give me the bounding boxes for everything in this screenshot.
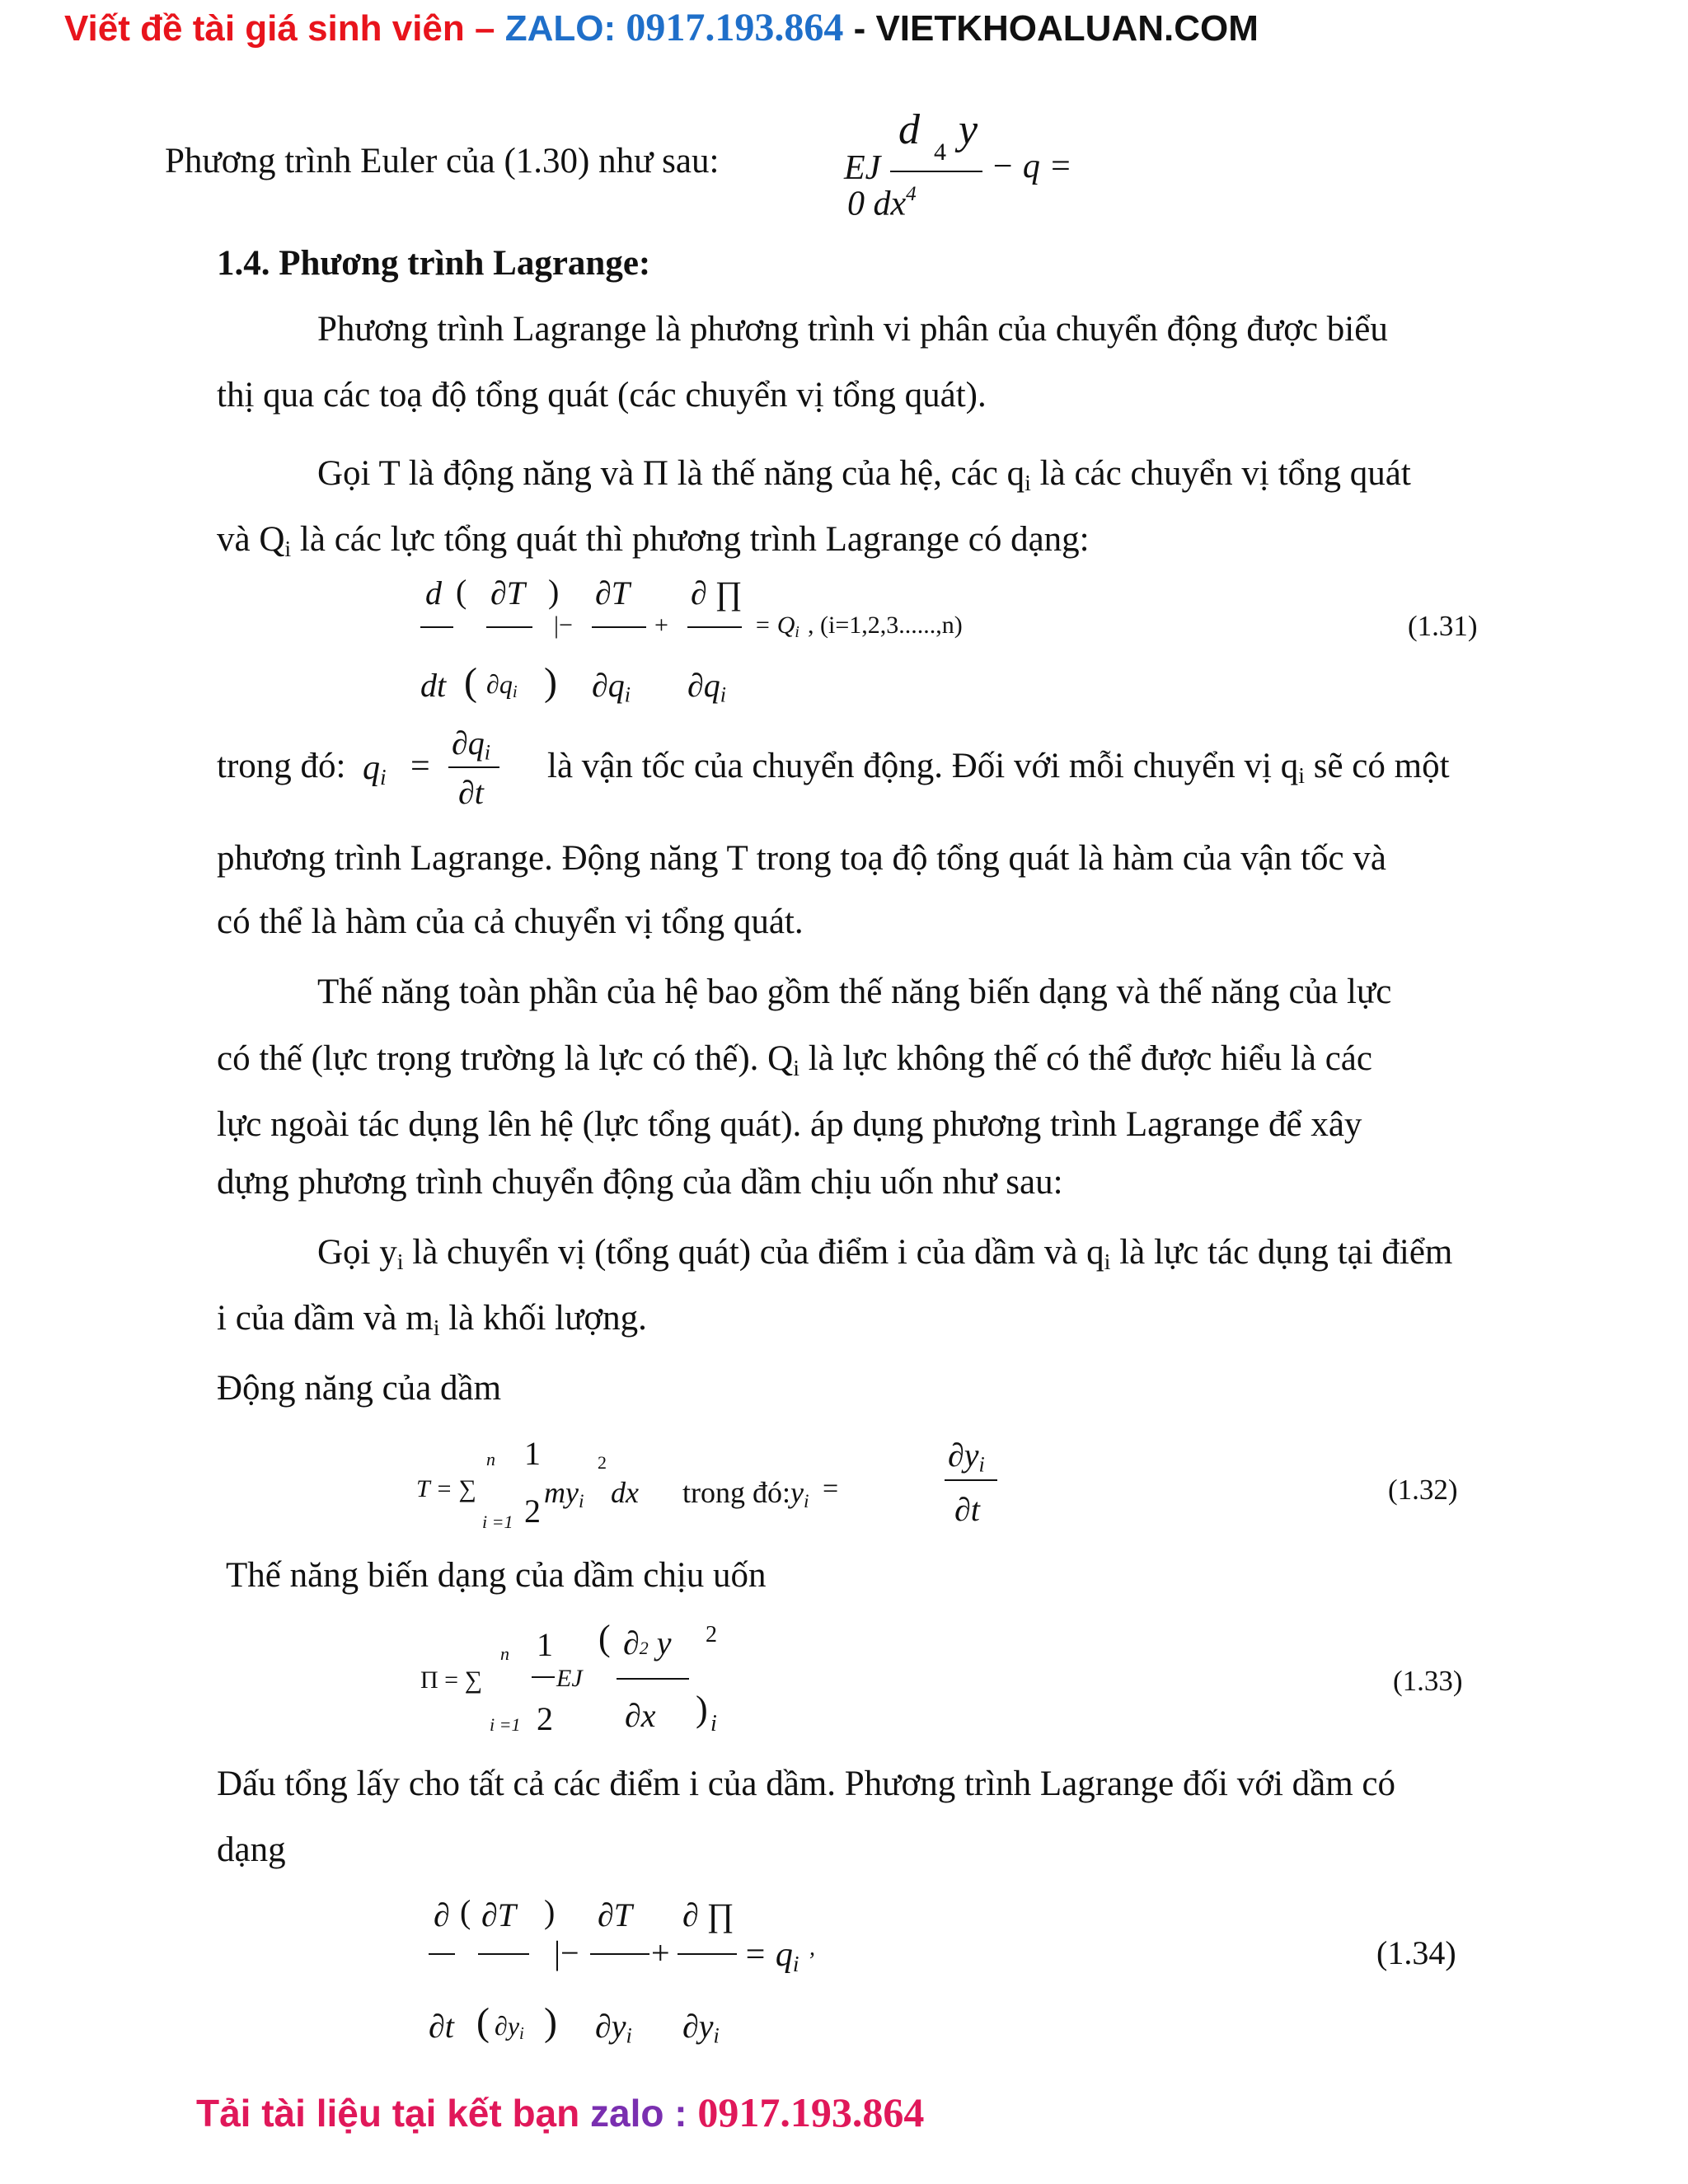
para1-line1: Phương trình Lagrange là phương trình vi phân của chuyển động được biểu [317,310,1388,349]
equation-number-1-33: (1.33) [1393,1665,1463,1697]
para5-line2: i của dầm và $m_i$ là khối lượng. [217,1299,647,1341]
header-zalo-label: ZALO: [504,8,626,49]
para3-line1: phương trình Lagrange. Động năng T trong toạ độ tổng quát là hàm của vận tốc và [217,839,1386,878]
para4-line2: có thế (lực trọng trường là lực có thế). $Q_i$ là lực không thế có thể được hiểu là các [217,1039,1372,1081]
footer-zalo-label: zalo : [590,2092,698,2135]
header-title: Viết đề tài giá sinh viên [64,8,465,49]
header-zalo-number: 0917.193.864 [626,6,844,49]
footer-banner [196,2088,924,2136]
equation-number-1-31: (1.31) [1408,610,1478,642]
para5-line1: Gọi $y_i$ là chuyển vị (tổng quát) của điểm i của dầm và $q_i$ là lực tác dụng tại điểm [317,1233,1453,1275]
header-site: - VIETKHOALUAN.COM [843,8,1259,49]
header-banner: Viết đề tài giá sinh viên – ZALO: 0917.193.864 - VIETKHOALUAN.COM [64,6,1259,49]
para4-line1: Thế năng toàn phần của hệ bao gồm thế năng biến dạng và thế năng của lực [317,972,1392,1011]
para4-line3: lực ngoài tác dụng lên hệ (lực tổng quát). áp dụng phương trình Lagrange để xây [217,1105,1362,1144]
section-title: 1.4. Phương trình Lagrange: [217,244,651,283]
equation-number-1-34: (1.34) [1376,1934,1456,1971]
equation-number-1-32: (1.32) [1388,1474,1458,1506]
para1-line2: thị qua các toạ độ tổng quát (các chuyển vị tổng quát). [217,376,987,415]
intro-line: Phương trình Euler của (1.30) như sau: [165,142,720,180]
para2-line2: và $Q_i$ là các lực tổng quát thì phương trình Lagrange có dạng: [217,520,1090,562]
potential-energy-heading: Thế năng biến dạng của dầm chịu uốn [226,1556,767,1595]
para2-line1: Gọi T là động năng và Π là thế năng của hệ, các $q_i$ là các chuyển vị tổng quát [317,454,1411,496]
para6-line1: Dấu tổng lấy cho tất cả các điểm i của dầm. Phương trình Lagrange đối với dầm có [217,1765,1396,1803]
para6-line2: dạng [217,1830,286,1869]
footer-zalo-number: 0917.193.864 [697,2089,925,2135]
para4-line4: dựng phương trình chuyển động của dầm chịu uốn như sau: [217,1163,1063,1202]
para3-line2: có thể là hàm của cả chuyển vị tổng quát. [217,902,804,941]
kinetic-energy-heading: Động năng của dầm [217,1369,502,1408]
footer-text: Tải tài liệu tại kết bạn [196,2092,591,2135]
